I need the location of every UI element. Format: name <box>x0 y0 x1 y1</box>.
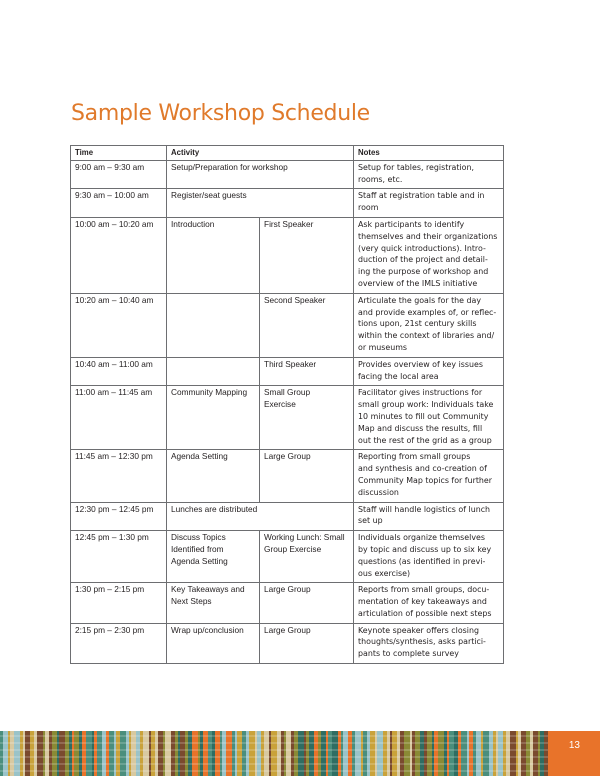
stripe <box>321 731 326 776</box>
activity-cell: Community Mapping <box>167 386 260 450</box>
notes-cell: Provides overview of key issues facing the local area <box>354 357 504 386</box>
stripe <box>309 731 314 776</box>
stripe <box>415 731 420 776</box>
notes-cell: Staff at registration table and in room <box>354 189 504 218</box>
table-row <box>71 217 504 293</box>
stripe <box>521 731 526 776</box>
stripe <box>489 731 493 776</box>
stripe <box>126 731 129 776</box>
detail-cell: Large Group <box>260 623 354 663</box>
stripe <box>86 731 92 776</box>
stripe <box>149 731 151 776</box>
stripe <box>518 731 521 776</box>
stripe <box>277 731 281 776</box>
stripe <box>257 731 261 776</box>
time-cell: 9:00 am – 9:30 am <box>71 160 167 189</box>
stripe <box>14 731 20 776</box>
stripe <box>222 731 226 776</box>
stripe <box>30 731 34 776</box>
stripe <box>540 731 544 776</box>
stripe <box>343 731 348 776</box>
page-number: 13 <box>568 740 580 751</box>
detail-cell: Large Group <box>260 583 354 623</box>
stripe <box>328 731 332 776</box>
stripe <box>420 731 424 776</box>
stripe <box>200 731 203 776</box>
stripe <box>192 731 198 776</box>
stripe <box>286 731 291 776</box>
activity-cell: Agenda Setting <box>167 450 260 502</box>
activity-cell: Lunches are distributed <box>167 502 354 531</box>
detail-cell: Large Group <box>260 450 354 502</box>
stripe <box>438 731 444 776</box>
stripe <box>69 731 72 776</box>
stripe <box>261 731 264 776</box>
activity-cell: Setup/Preparation for workshop <box>167 160 354 189</box>
stripe <box>34 731 37 776</box>
stripe <box>203 731 208 776</box>
stripe <box>467 731 469 776</box>
stripe <box>242 731 246 776</box>
stripe <box>424 731 427 776</box>
stripe <box>52 731 57 776</box>
stripe <box>332 731 338 776</box>
stripe <box>375 731 377 776</box>
notes-cell: Individuals organize themselves by topic and discuss up to six key questions (as identified in previ- ous exercise) <box>354 531 504 583</box>
stripe <box>97 731 102 776</box>
stripe <box>255 731 257 776</box>
stripe <box>106 731 109 776</box>
time-cell: 10:40 am – 11:00 am <box>71 357 167 386</box>
stripe <box>306 731 309 776</box>
table-row <box>71 386 504 450</box>
stripe <box>367 731 370 776</box>
stripe <box>458 731 461 776</box>
detail-cell: Third Speaker <box>260 357 354 386</box>
stripe <box>237 731 242 776</box>
stripe <box>264 731 269 776</box>
detail-cell: Small Group Exercise <box>260 386 354 450</box>
page-title: Sample Workshop Schedule <box>71 101 370 126</box>
weave-line <box>0 735 548 737</box>
stripe <box>72 731 74 776</box>
stripe <box>178 731 180 776</box>
stripe <box>298 731 304 776</box>
stripe <box>341 731 343 776</box>
time-cell: 1:30 pm – 2:15 pm <box>71 583 167 623</box>
stripe <box>249 731 255 776</box>
stripe <box>493 731 496 776</box>
stripe <box>383 731 387 776</box>
stripe <box>57 731 59 776</box>
table-row <box>71 189 504 218</box>
stripe <box>188 731 192 776</box>
table-row <box>71 357 504 386</box>
notes-cell: Ask participants to identify themselves and their organizations (very quick introductions). Intro- duction of the project and detail- ing the purpose of workshop and overview of the IMLS initiative <box>354 217 504 293</box>
stripe <box>483 731 489 776</box>
stripe <box>185 731 188 776</box>
detail-cell: Second Speaker <box>260 293 354 357</box>
stripe <box>506 731 510 776</box>
time-cell: 12:30 pm – 12:45 pm <box>71 502 167 531</box>
time-cell: 11:45 am – 12:30 pm <box>71 450 167 502</box>
time-cell: 10:00 am – 10:20 am <box>71 217 167 293</box>
stripe <box>404 731 410 776</box>
stripe <box>175 731 178 776</box>
stripe <box>271 731 277 776</box>
table-row <box>71 502 504 531</box>
stripe <box>120 731 126 776</box>
stripe <box>43 731 45 776</box>
stripe <box>454 731 458 776</box>
activity-cell: Key Takeaways and Next Steps <box>167 583 260 623</box>
stripe <box>165 731 171 776</box>
time-cell: 12:45 pm – 1:30 pm <box>71 531 167 583</box>
table-row <box>71 583 504 623</box>
stripe <box>140 731 143 776</box>
table-row <box>71 160 504 189</box>
stripe <box>476 731 481 776</box>
stripe <box>281 731 284 776</box>
stripe <box>473 731 476 776</box>
stripe <box>526 731 530 776</box>
time-cell: 10:20 am – 10:40 am <box>71 293 167 357</box>
stripe <box>510 731 516 776</box>
notes-cell: Facilitator gives instructions for small group work: Individuals take 10 minutes to fill out Community Map and discuss the results, fill out the rest of the grid as a group <box>354 386 504 450</box>
page-number-block <box>548 731 600 776</box>
stripe <box>109 731 114 776</box>
stripe <box>538 731 540 776</box>
stripe <box>3 731 8 776</box>
stripe <box>180 731 185 776</box>
stripe <box>498 731 503 776</box>
stripe <box>397 731 400 776</box>
notes-cell: Articulate the goals for the day and provide examples of, or reflec- tions upon, 21st century skills within the context of libraries and/ or museums <box>354 293 504 357</box>
time-cell: 9:30 am – 10:00 am <box>71 189 167 218</box>
stripe <box>151 731 155 776</box>
weave-line <box>0 763 548 765</box>
table-row <box>71 293 504 357</box>
weave-line <box>0 742 548 744</box>
notes-cell: Reporting from small groups and synthesis and co-creation of Community Map topics for further discussion <box>354 450 504 502</box>
stripe <box>102 731 106 776</box>
stripe <box>232 731 235 776</box>
stripe <box>390 731 392 776</box>
stripe <box>23 731 25 776</box>
stripe <box>208 731 212 776</box>
stripe <box>533 731 538 776</box>
stripe <box>291 731 294 776</box>
activity-cell: Discuss Topics Identified from Agenda Setting <box>167 531 260 583</box>
stripe <box>226 731 232 776</box>
weave-line <box>0 770 548 772</box>
stripe <box>496 731 498 776</box>
header-activity: Activity <box>167 146 354 161</box>
stripe <box>10 731 14 776</box>
stripe <box>326 731 328 776</box>
stripe <box>530 731 533 776</box>
stripe <box>82 731 86 776</box>
stripe <box>94 731 97 776</box>
stripe <box>143 731 149 776</box>
stripe <box>49 731 52 776</box>
weave-line <box>0 756 548 758</box>
activity-cell <box>167 357 260 386</box>
stripe <box>198 731 200 776</box>
stripe <box>79 731 82 776</box>
stripe <box>0 731 3 776</box>
stripe <box>163 731 165 776</box>
stripe <box>136 731 140 776</box>
stripe <box>304 731 306 776</box>
detail-cell: First Speaker <box>260 217 354 293</box>
time-cell: 2:15 pm – 2:30 pm <box>71 623 167 663</box>
stripe <box>171 731 175 776</box>
stripe <box>74 731 79 776</box>
decorative-stripes <box>0 731 600 776</box>
stripe <box>461 731 467 776</box>
table-row <box>71 623 504 663</box>
table-header-row <box>71 146 504 161</box>
stripe <box>59 731 65 776</box>
stripe <box>318 731 321 776</box>
stripe <box>235 731 237 776</box>
stripe <box>220 731 222 776</box>
stripe <box>20 731 23 776</box>
stripe <box>155 731 158 776</box>
stripe <box>37 731 43 776</box>
stripe <box>449 731 454 776</box>
stripe <box>410 731 412 776</box>
stripe <box>469 731 473 776</box>
stripe <box>114 731 116 776</box>
header-time: Time <box>71 146 167 161</box>
header-notes: Notes <box>354 146 504 161</box>
stripe <box>294 731 298 776</box>
notes-cell: Setup for tables, registration, rooms, etc. <box>354 160 504 189</box>
activity-cell <box>167 293 260 357</box>
stripe <box>503 731 506 776</box>
stripe <box>25 731 30 776</box>
table-row <box>71 450 504 502</box>
stripe <box>348 731 352 776</box>
stripe <box>516 731 518 776</box>
stripe <box>400 731 404 776</box>
stripe <box>434 731 438 776</box>
stripe <box>246 731 249 776</box>
stripe <box>314 731 318 776</box>
stripe <box>355 731 361 776</box>
stripe <box>269 731 271 776</box>
stripe <box>45 731 49 776</box>
stripe <box>284 731 286 776</box>
stripe <box>377 731 383 776</box>
footer-stripe-band <box>0 731 600 776</box>
schedule-table <box>70 145 504 664</box>
stripe <box>363 731 367 776</box>
activity-cell: Register/seat guests <box>167 189 354 218</box>
table-row <box>71 531 504 583</box>
stripe <box>427 731 432 776</box>
activity-cell: Wrap up/conclusion <box>167 623 260 663</box>
notes-cell: Reports from small groups, docu- mentation of key takeaways and articulation of possible next steps <box>354 583 504 623</box>
notes-cell: Staff will handle logistics of lunch set up <box>354 502 504 531</box>
stripe <box>392 731 397 776</box>
stripe <box>361 731 363 776</box>
time-cell: 11:00 am – 11:45 am <box>71 386 167 450</box>
stripe <box>215 731 220 776</box>
stripe <box>444 731 447 776</box>
stripe <box>8 731 10 776</box>
stripe <box>116 731 120 776</box>
stripe <box>338 731 341 776</box>
stripe <box>129 731 131 776</box>
stripe <box>412 731 415 776</box>
stripe <box>65 731 69 776</box>
notes-cell: Keynote speaker offers closing thoughts/synthesis, asks partici- pants to complete survey <box>354 623 504 663</box>
activity-cell: Introduction <box>167 217 260 293</box>
weave-line <box>0 749 548 751</box>
stripe <box>387 731 390 776</box>
stripe <box>92 731 94 776</box>
stripe <box>131 731 136 776</box>
stripe <box>481 731 483 776</box>
stripe <box>158 731 163 776</box>
stripe <box>352 731 355 776</box>
stripe <box>447 731 449 776</box>
stripe <box>432 731 434 776</box>
detail-cell: Working Lunch: Small Group Exercise <box>260 531 354 583</box>
stripe <box>370 731 375 776</box>
stripe <box>212 731 215 776</box>
